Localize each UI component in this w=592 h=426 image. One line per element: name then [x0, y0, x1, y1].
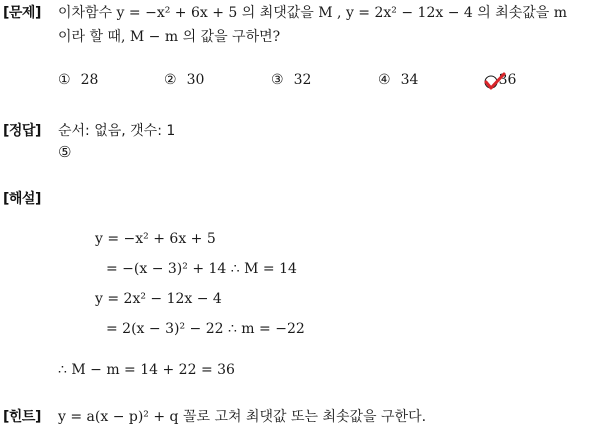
explanation-eq-3: y = 2x² − 12x − 4 — [95, 291, 222, 307]
choice-1-number: ① — [58, 72, 71, 88]
explanation-conclusion: ∴ M − m = 14 + 22 = 36 — [58, 362, 235, 378]
choice-3[interactable] — [271, 72, 311, 88]
answer-label: [정답] — [3, 123, 41, 139]
choice-1[interactable] — [58, 72, 98, 88]
question-line-2: 이라 할 때, M − m 의 값을 구하면? — [58, 29, 281, 45]
explanation-eq-4: = 2(x − 3)² − 22 ∴ m = −22 — [106, 321, 305, 337]
answer-order-count: 순서: 없음, 갯수: 1 — [58, 123, 176, 139]
hint-text: y = a(x − p)² + q 꼴로 고쳐 최댓값 또는 최솟값을 구한다. — [58, 409, 427, 425]
explanation-label: [해설] — [3, 191, 41, 207]
choice-3-value: 32 — [293, 72, 312, 88]
question-line-1: 이차함수 y = −x² + 6x + 5 의 최댓값을 M , y = 2x² − 12x − 4 의 최솟값을 m — [58, 5, 568, 21]
choice-3-number: ③ — [271, 72, 284, 88]
choice-4-number: ④ — [378, 72, 391, 88]
question-label: [문제] — [3, 5, 41, 21]
answer-value: ⑤ — [58, 143, 72, 161]
hint-label: [힌트] — [3, 409, 41, 425]
explanation-eq-2: = −(x − 3)² + 14 ∴ M = 14 — [106, 261, 297, 277]
choice-4-value: 34 — [400, 72, 419, 88]
choice-2-value: 30 — [186, 72, 205, 88]
choice-1-value: 28 — [80, 72, 99, 88]
checkmark-icon — [484, 72, 506, 92]
explanation-eq-1: y = −x² + 6x + 5 — [95, 231, 216, 247]
choice-5-value: 36 — [498, 72, 517, 88]
choice-2[interactable] — [164, 72, 204, 88]
choice-2-number: ② — [164, 72, 177, 88]
choice-4[interactable] — [378, 72, 418, 88]
